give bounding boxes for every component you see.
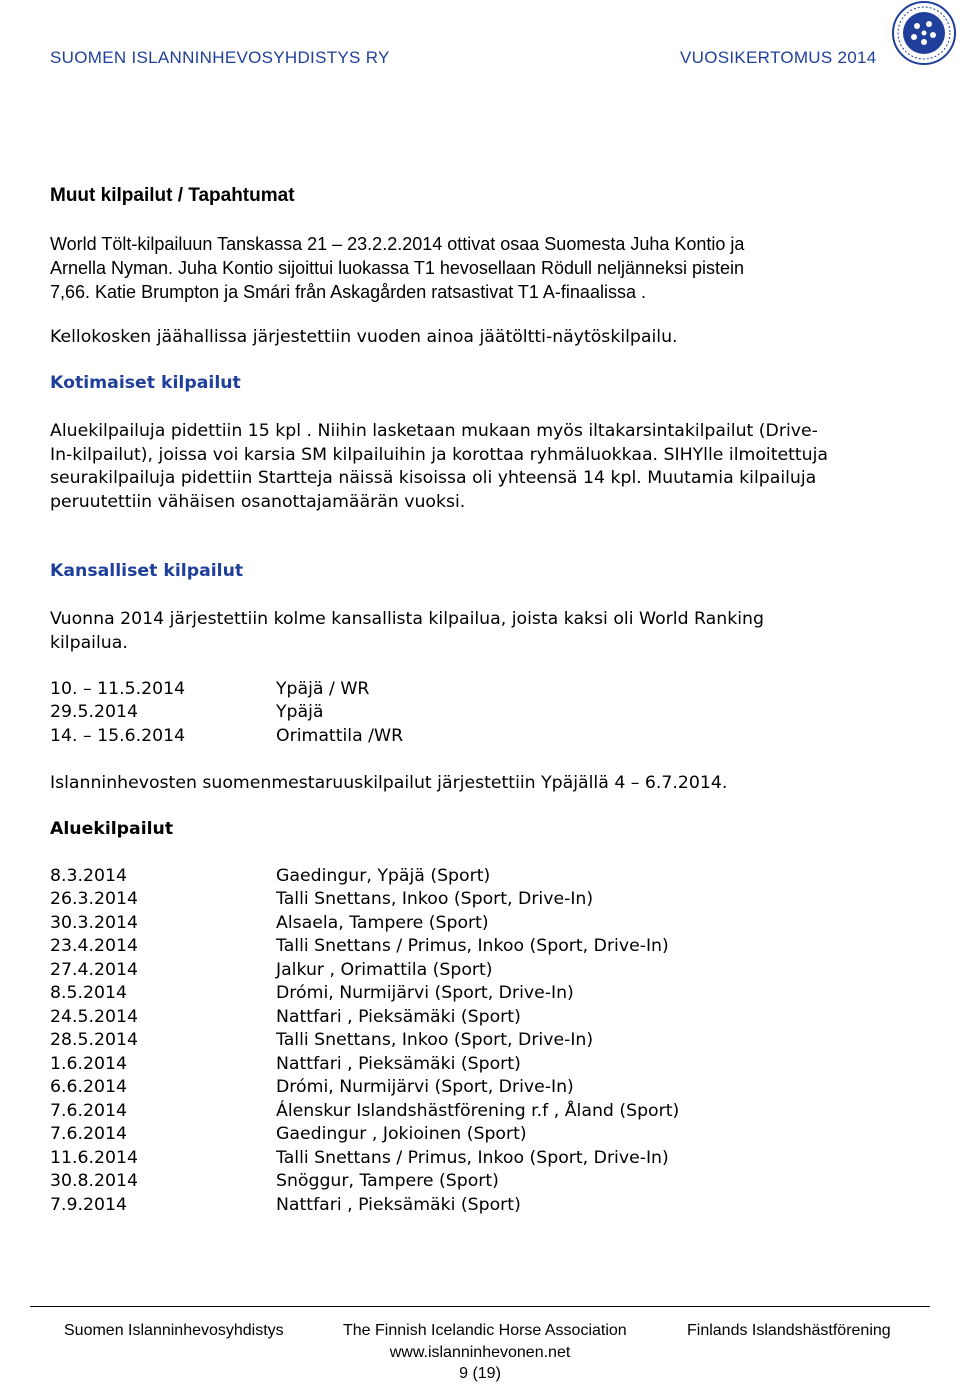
event-place: Nattfari , Pieksämäki (Sport) — [276, 1195, 521, 1215]
event-date: 7.9.2014 — [50, 1195, 127, 1215]
event-place: Gaedingur, Ypäjä (Sport) — [276, 866, 491, 886]
event-date: 11.6.2014 — [50, 1148, 138, 1168]
event-date: 7.6.2014 — [50, 1124, 127, 1144]
event-place: Jalkur , Orimattila (Sport) — [276, 960, 493, 980]
event-date: 14. – 15.6.2014 — [50, 726, 186, 746]
event-place: Talli Snettans / Primus, Inkoo (Sport, Drive-In) — [276, 1148, 669, 1168]
kansalliset-heading: Kansalliset kilpailut — [50, 561, 244, 581]
event-date: 8.5.2014 — [50, 983, 127, 1003]
section-title: Muut kilpailut / Tapahtumat — [50, 185, 295, 206]
event-date: 29.5.2014 — [50, 702, 138, 722]
header-association-name: SUOMEN ISLANNINHEVOSYHDISTYS RY — [50, 48, 390, 67]
event-place: Nattfari , Pieksämäki (Sport) — [276, 1007, 521, 1027]
paragraph-line: kilpailua. — [50, 632, 128, 653]
paragraph-line: Islanninhevosten suomenmestaruuskilpailut järjestettiin Ypäjällä 4 – 6.7.2014. — [50, 773, 728, 793]
world-tolt-paragraph — [50, 232, 744, 304]
paragraph-line: Arnella Nyman. Juha Kontio sijoittui luokassa T1 hevosellaan Rödull neljänneksi pistein — [50, 258, 745, 278]
event-place: Ypäjä / WR — [276, 679, 370, 699]
event-date: 6.6.2014 — [50, 1077, 127, 1097]
paragraph-line: In-kilpailut), joissa voi karsia SM kilpailuihin ja korottaa ryhmäluokkaa. SIHYlle ilmoitettuja — [50, 444, 829, 465]
paragraph-line: Vuonna 2014 järjestettiin kolme kansallista kilpailua, joista kaksi oli World Ranking — [50, 609, 764, 629]
footer-name-fi: Suomen Islanninhevosyhdistys — [64, 1322, 284, 1339]
event-place: Talli Snettans / Primus, Inkoo (Sport, Drive-In) — [276, 936, 669, 956]
paragraph-line: 7,66. Katie Brumpton ja Smári från Askagården ratsastivat T1 A-finaalissa . — [50, 282, 646, 302]
association-seal-logo — [891, 0, 957, 66]
event-date: 26.3.2014 — [50, 889, 138, 909]
event-date: 23.4.2014 — [50, 936, 138, 956]
event-date: 30.3.2014 — [50, 913, 138, 933]
event-place: Orimattila /WR — [276, 726, 404, 746]
paragraph-line: Aluekilpailuja pidettiin 15 kpl . Niihin lasketaan mukaan myös iltakarsintakilpailut (Drive- — [50, 421, 818, 441]
event-place: Drómi, Nurmijärvi (Sport, Drive-In) — [276, 983, 574, 1003]
event-place: Talli Snettans, Inkoo (Sport, Drive-In) — [276, 889, 594, 909]
paragraph-line: peruutettiin vähäisen osanottajamäärän vuoksi. — [50, 491, 466, 512]
paragraph-line: World Tölt-kilpailuun Tanskassa 21 – 23.2.2.2014 ottivat osaa Suomesta Juha Kontio ja — [50, 234, 745, 254]
footer-name-sv: Finlands Islandshästförening — [687, 1322, 891, 1339]
event-date: 24.5.2014 — [50, 1007, 138, 1027]
event-place: Talli Snettans, Inkoo (Sport, Drive-In) — [276, 1030, 594, 1050]
event-place: Alsaela, Tampere (Sport) — [276, 913, 489, 933]
kotimaiset-heading: Kotimaiset kilpailut — [50, 373, 241, 393]
footer-divider — [30, 1306, 930, 1307]
paragraph-line: Kellokosken jäähallissa järjestettiin vuoden ainoa jäätöltti-näytöskilpailu. — [50, 327, 678, 347]
kellokoski-paragraph — [50, 326, 678, 350]
footer-website-link[interactable]: www.islanninhevonen.net — [389, 1344, 571, 1361]
sm-paragraph — [50, 772, 727, 796]
event-place: Snöggur, Tampere (Sport) — [276, 1171, 499, 1191]
event-date: 7.6.2014 — [50, 1101, 127, 1121]
event-date: 10. – 11.5.2014 — [50, 679, 186, 699]
event-place: Gaedingur , Jokioinen (Sport) — [276, 1124, 527, 1144]
page-number: 9 (19) — [459, 1365, 501, 1382]
event-date: 30.8.2014 — [50, 1171, 138, 1191]
event-place: Ypäjä — [276, 702, 324, 722]
event-date: 27.4.2014 — [50, 960, 138, 980]
event-date: 28.5.2014 — [50, 1030, 138, 1050]
event-date: 8.3.2014 — [50, 866, 127, 886]
event-place: Álenskur Islandshästförening r.f , Åland (Sport) — [276, 1101, 680, 1121]
event-place: Drómi, Nurmijärvi (Sport, Drive-In) — [276, 1077, 574, 1097]
event-place: Nattfari , Pieksämäki (Sport) — [276, 1054, 521, 1074]
kansalliset-paragraph — [50, 608, 764, 655]
aluekilpailut-heading: Aluekilpailut — [50, 819, 174, 839]
header-report-title: VUOSIKERTOMUS 2014 — [680, 48, 877, 67]
event-date: 1.6.2014 — [50, 1054, 127, 1074]
paragraph-line: seurakilpailuja pidettiin Startteja näissä kisoissa oli yhteensä 14 kpl. Muutamia kilpailuja — [50, 468, 817, 489]
footer-name-en: The Finnish Icelandic Horse Association — [343, 1322, 627, 1339]
kotimaiset-paragraph — [50, 420, 828, 514]
